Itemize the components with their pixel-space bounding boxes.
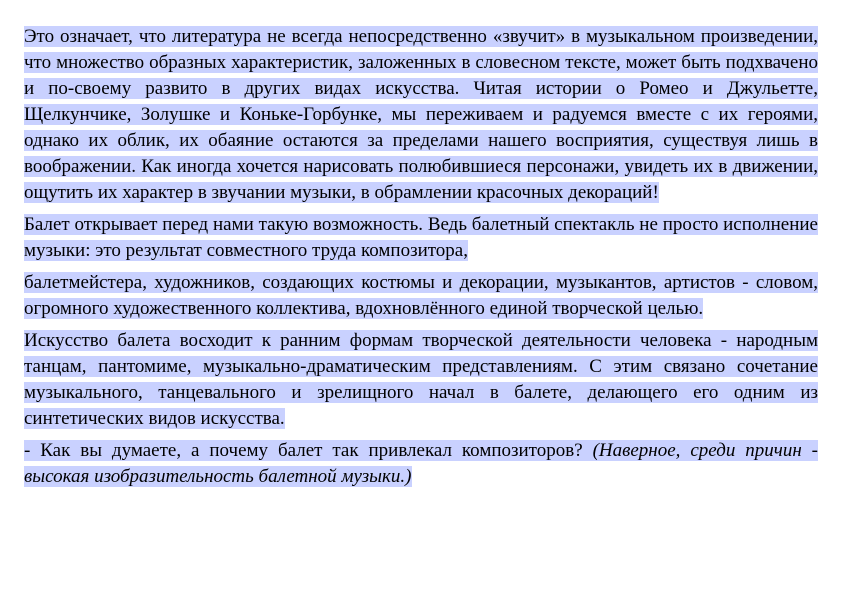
paragraph-4 [24, 328, 818, 432]
paragraph-4-text: Искусство балета восходит к ранним формам творческой деятельности человека - народным танцам, пантомиме, музыкально-драматическим представлениям. С этим связано сочетание музыкального, танцевального и зрелищного начал в балете, делающего его одним из синтетических видов искусства. [24, 330, 818, 429]
paragraph-1 [24, 24, 818, 206]
paragraph-3-text: балетмейстера, художников, создающих костюмы и декорации, музыкантов, артистов - словом, огромного художественного коллектива, вдохновлённого единой творческой целью. [24, 272, 818, 319]
answer-text: (Наверное, среди причин - высокая изобразительность балетной музыки.) [24, 440, 818, 487]
question-text: - Как вы думаете, а почему балет так привлекал композиторов? [24, 440, 583, 461]
paragraph-2 [24, 212, 818, 264]
paragraph-2-text: Балет открывает перед нами такую возможность. Ведь балетный спектакль не просто исполнение музыки: это результат совместного труда композитора, [24, 214, 818, 261]
paragraph-3 [24, 270, 818, 322]
question-paragraph [24, 438, 818, 490]
document-text-block [24, 24, 818, 496]
paragraph-1-text: Это означает, что литература не всегда непосредственно «звучит» в музыкальном произведении, что множество образных характеристик, заложенных в словесном тексте, может быть подхвачено и по-своему развито в других видах искусства. Читая истории о Ромео и Джульетте, Щелкунчике, Золушке и Коньке-Горбунке, мы переживаем и радуемся вместе с их героями, однако их облик, их обаяние остаются за пределами нашего восприятия, существуя лишь в воображении. Как иногда хочется нарисовать полюбившиеся персонажи, увидеть их в движении, ощутить их характер в звучании музыки, в обрамлении красочных декораций! [24, 26, 818, 203]
